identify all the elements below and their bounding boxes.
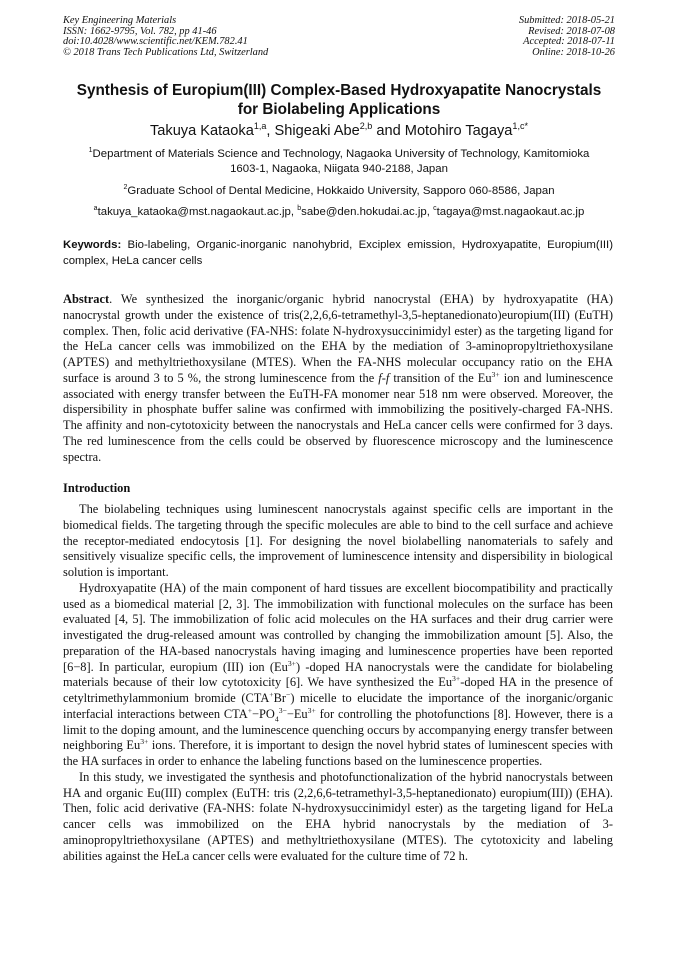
affiliation-2 (60, 184, 618, 199)
abstract-text-italic: f-f (378, 370, 390, 385)
section-heading-introduction: Introduction (63, 481, 131, 495)
subscript: 4 (274, 714, 279, 724)
submitted-date: Submitted: 2018-05-21 (518, 15, 615, 26)
affiliation-mark: 2 (123, 184, 128, 192)
superscript: + (247, 705, 253, 715)
paragraph-text: -doped HA in the presence of cetyltrimethylammonium bromide (CTA (63, 675, 613, 705)
affiliation-1 (60, 147, 618, 177)
issn-line: ISSN: 1662-9795, Vol. 782, pp 41-46 (63, 25, 217, 37)
email-mark: b (297, 205, 302, 213)
superscript: 3+ (287, 658, 296, 668)
journal-info (63, 16, 268, 58)
paragraph-text: ions. Therefore, it is important to design the novel hybrid states of luminescent species with the HA surfaces in order to enhance the labeling functions based on the luminescence properties. (63, 738, 613, 768)
keywords (63, 238, 613, 269)
abstract-label: Abstract (63, 292, 110, 306)
affiliation-2-text: Graduate School of Dental Medicine, Hokkaido University, Sapporo 060-8586, Japan (127, 185, 555, 197)
keywords-label: Keywords: (63, 239, 122, 251)
author-separator: and (372, 123, 405, 139)
author-name: Shigeaki Abe (274, 123, 360, 139)
affiliation-1-line-2: 1603-1, Nagaoka, Niigata 940-2188, Japan (230, 163, 448, 175)
author-name: Motohiro Tagaya (404, 123, 513, 139)
paragraph-text: Hydroxyapatite (HA) of the main component of hard tissues are excellent biocompatibility and practically used as a biomedical material [2, 3]. The immobilization with functional molecules on the surface has been evaluated [4, 5]. The immobilization of folic acid molecules on the HA surfaces and their drug carrier were investigated the drug-released amount was controlled by changing the immobilization amount [5]. Also, the preparation of the HA-based nanocrystals having imaging and luminescence properties have been reported [6−8]. In particular, europium (III) ion (Eu (63, 580, 613, 674)
superscript: 3− (278, 705, 287, 715)
abstract (63, 292, 613, 465)
title-line-2: for Biolabeling Applications (237, 101, 441, 118)
author-affil-mark: 1,c* (512, 121, 529, 132)
paragraph-text: ) micelle to elucidate the importance of the inorganic/organic interfacial interactions between CTA (63, 691, 613, 721)
email-link[interactable]: tagaya@mst.nagaokaut.ac.jp (436, 206, 585, 218)
paragraph-text: for controlling the photofunctions [8]. However, there is a limit to the doping amount, and the luminescence quenching occurs by accompanying energy transfer between neighboring Eu (63, 706, 613, 753)
superscript: 3+ (307, 705, 316, 715)
author-list (0, 122, 678, 140)
paragraph-text: Br (273, 691, 286, 705)
copyright-line: © 2018 Trans Tech Publications Ltd, Switzerland (63, 46, 269, 58)
paragraph-text: ) -doped HA nanocrystals were the candidate for biolabeling materials because of their low cytotoxicity [6]. We have synthesized the Eu (63, 659, 613, 690)
revised-date: Revised: 2018-07-08 (528, 25, 615, 37)
author-emails (60, 205, 618, 220)
author-affil-mark: 2,b (359, 121, 373, 132)
superscript: − (286, 689, 291, 699)
paragraph-text: −PO (252, 706, 275, 721)
author-separator: , (266, 123, 275, 139)
intro-paragraph-3: In this study, we investigated the synthesis and photofunctionalization of the hybrid nanocrystals between HA and organic Eu(III) complex (EuTH: tris (2,2,6,6-tetramethyl-3,5-heptanedionato) europium(III)) (EHA). Then, folic acid derivative (FA-NHS: folate N-hydroxysuccinimidyl ester) as the targeting ligand for HeLa cancer cells was immobilized on the EHA hybrid nanocrystals by the mediation of 3-aminopropyltriethoxysilane (APTES) and methyltriethoxysilane (MTES). The cytotoxicity and labeling abilities against the HeLa cancer cells were evaluated for the culture time of 72 h. (63, 769, 613, 863)
email-mark: c (433, 205, 437, 213)
author-affil-mark: 1,a (253, 121, 267, 132)
abstract-text: transition of the Eu (389, 370, 492, 385)
publication-dates (519, 16, 615, 58)
affiliation-mark: 1 (88, 147, 93, 155)
online-date: Online: 2018-10-26 (532, 46, 615, 58)
superscript: 3+ (140, 737, 149, 747)
paragraph-text: −Eu (286, 706, 308, 721)
journal-name: Key Engineering Materials (63, 15, 177, 26)
accepted-date: Accepted: 2018-07-11 (523, 36, 615, 48)
email-separator: , (426, 206, 434, 218)
author-name: Takuya Kataoka (149, 123, 254, 139)
introduction-body (63, 502, 613, 864)
keywords-text: Bio-labeling, Organic-inorganic nanohybrid, Exciplex emission, Hydroxyapatite, Europium(III) complex, HeLa cancer cells (63, 239, 613, 267)
superscript: 3+ (452, 674, 461, 684)
abstract-text: . We synthesized the inorganic/organic hybrid nanocrystal (EHA) by hydroxyapatite (HA) nanocrystal growth under the existence of tris(2,2,6,6-tetramethyl-3,5-heptanedionato)europium(III) (EuTH) complex. Then, folic acid derivative (FA-NHS: folate N-hydroxysuccinimidyl ester) as the targeting ligand for the HeLa cancer cells was immobilized on the EHA by the mediation of 3-aminopropyltriethoxysilane (APTES) and methyltriethoxysilane (MTES). When the FA-NHS molecular occupancy ratio on the EHA surface is around 3 to 5 %, the strong luminescence from the (63, 292, 613, 385)
abstract-text: ion and luminescence associated with energy transfer between the EuTH-FA monomer near 518 nm were observed. Moreover, the dispersibility in phosphate buffer saline was confirmed with immobilizing the positively-charged FA-NHS. The affinity and non-cytotoxicity between the nanocrystals and HeLa cancer cells were confirmed for 3 days. The red luminescence from the cells could be observed by fluorescence microscopy and the luminescence spectra. (63, 370, 613, 464)
superscript: 3+ (491, 369, 500, 379)
email-link[interactable]: takuya_kataoka@mst.nagaokaut.ac.jp (97, 206, 291, 218)
title-line-1: Synthesis of Europium(III) Complex-Based Hydroxyapatite Nanocrystals (76, 82, 602, 99)
email-link[interactable]: sabe@den.hokudai.ac.jp (301, 206, 427, 218)
intro-paragraph-1: The biolabeling techniques using luminescent nanocrystals against specific cells are important in the biomedical fields. The targeting through the specific molecules are able to bind to the cell surface and achieve the receptor-mediated endocytosis [1]. For designing the novel biolabelling nanomaterials to safely and sensitively visualize specific cells, the improvement of luminescence intensity and dispersibility in biological solution is important. (63, 502, 613, 579)
email-mark: a (93, 205, 98, 213)
paper-title (50, 81, 628, 119)
affiliation-1-line-1: Department of Materials Science and Technology, Nagaoka University of Technology, Kamitomioka (92, 148, 590, 160)
superscript: + (269, 689, 274, 699)
doi-line: doi:10.4028/www.scientific.net/KEM.782.41 (63, 36, 248, 48)
email-separator: , (290, 206, 298, 218)
intro-paragraph-2 (63, 581, 613, 770)
